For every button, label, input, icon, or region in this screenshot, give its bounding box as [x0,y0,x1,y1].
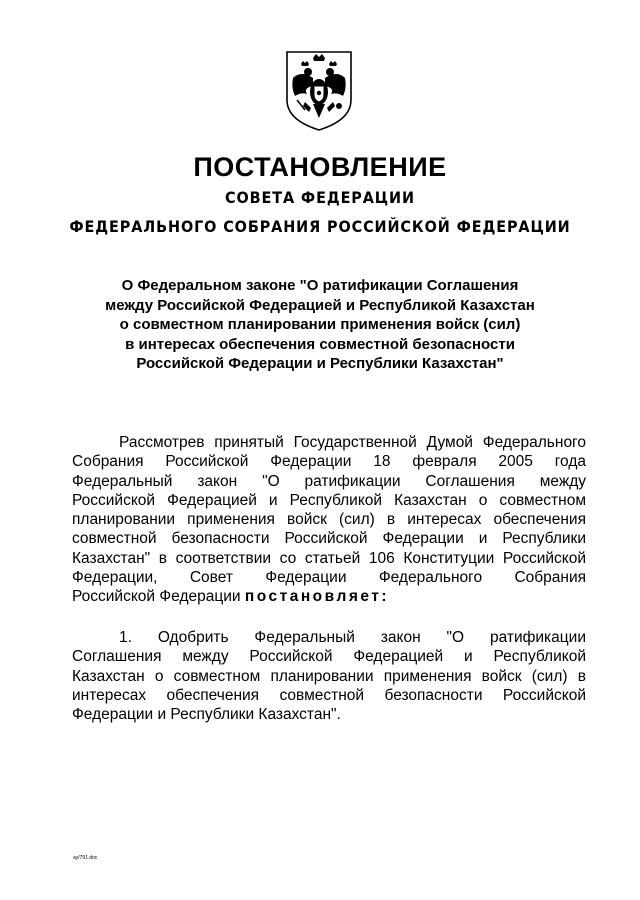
paragraph-line: Рассмотрев принятый Государственной Думой Федерального [119,434,586,451]
document-title: ПОСТАНОВЛЕНИЕ [193,152,447,182]
decision-word: постановляет: [244,588,390,606]
paragraph-line: 1. Одобрить Федеральный закон "О ратификации [119,629,586,646]
file-code: ау/791.doc [73,855,98,861]
paragraph-line: Казахстан" в соответствии со статьей 106 Конституции Российской [72,549,586,567]
paragraph-line: Федерации, Совет Федерации Федерального Собрания [72,569,586,587]
issuing-body-line-1: СОВЕТА ФЕДЕРАЦИИ [225,188,415,207]
subject-line: о совместном планировании применения войск (сил) [119,316,521,333]
subject-line: Российской Федерации и Республики Казахстан" [136,355,504,372]
paragraph-line: интересах обеспечения совместной безопасности Российской [72,686,586,704]
subject-line: О Федеральном законе "О ратификации Соглашения [121,277,519,294]
paragraph-line: совместной безопасности Российской Федерации и Республики [72,530,586,548]
paragraph-line: Федерации и Республики Казахстан". [72,706,341,724]
subject-line: между Российской Федерацией и Республикой Казахстан [105,296,535,314]
paragraph-line: Казахстан о совместном планировании применения войск (сил) в [72,667,586,685]
subject-line: в интересах обеспечения совместной безопасности [125,335,515,353]
preamble-paragraph [72,433,586,607]
paragraph-line-text: Российской Федерации [72,588,245,606]
coat-of-arms-icon [283,48,355,132]
paragraph-line: планировании применения войск (сил) в интересах обеспечения [72,511,586,529]
resolution-subject [60,276,580,374]
paragraph-line: Федеральный закон "О ратификации Соглашения между [72,472,586,490]
issuing-body-line-2: ФЕДЕРАЛЬНОГО СОБРАНИЯ РОССИЙСКОЙ ФЕДЕРАЦИИ [69,217,571,236]
paragraph-line: Соглашения между Российской Федерацией и Республикой [72,648,586,666]
paragraph-line: Собрания Российской Федерации 18 февраля 2005 года [72,453,586,471]
resolution-item-1 [72,628,586,724]
paragraph-line: Российской Федерацией и Республикой Казахстан о совместном [72,491,586,509]
paragraph-final-line [72,587,586,606]
